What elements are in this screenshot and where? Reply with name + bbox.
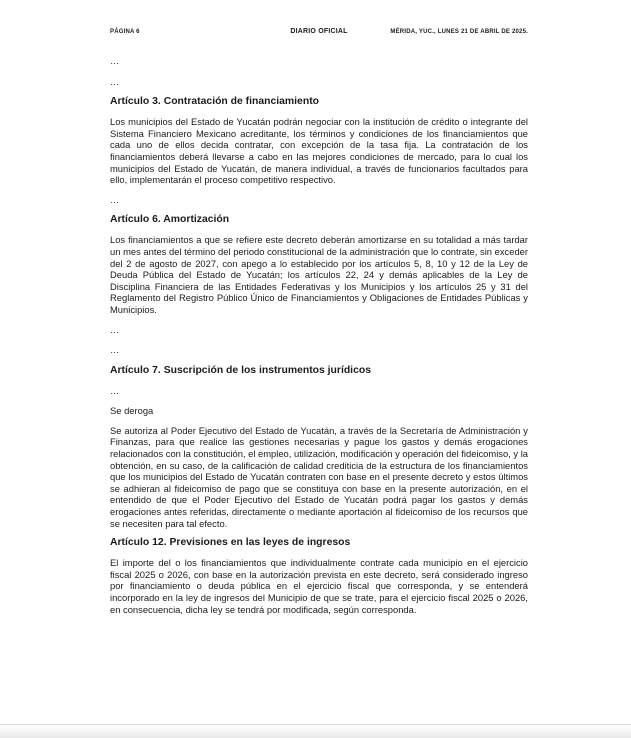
article-12-body: El importe del o los financiamientos que individualmente contrate cada municipio en el ejercicio fiscal 2025 o 2026, con base en la autorización prevista en este decreto, será considerado ingreso por financiamiento o deuda pública en el ejercicio fiscal que corresponda, y se entenderá incorporado en la ley de ingresos del Municipio de que se trate, para el ejercicio fiscal 2025 o 2026, en consecuencia, dicha ley se tendrá por modificada, según corresponda. (110, 557, 528, 615)
article-12-title: Artículo 12. Previsiones en las leyes de ingresos (110, 537, 351, 549)
article-6-title: Artículo 6. Amortización (110, 214, 230, 226)
page-number: PÁGINA 6 (110, 29, 140, 35)
article-3-body: Los municipios del Estado de Yucatán podrán negociar con la institución de crédito o integrante del Sistema Financiero Mexicano acreditante, los términos y condiciones de los financiamientos que cada uno de ellos decida contratar, con excepción de la tasa fija. La contratación de los financiamientos deberá llevarse a cabo en las mejores condiciones de mercado, para lo cual los municipios del Estado de Yucatán, de manera individual, a través de funcionarios facultados para ello, implementarán el proceso competitivo respectivo. (110, 116, 528, 186)
article-6-body: Los financiamientos a que se refiere este decreto deberán amortizarse en su totalidad a más tardar un mes antes del término del periodo constitucional de la administración que lo contrate, sin exceder del 2 de agosto de 2027, con apego a lo establecido por los artículos 5, 8, 10 y 12 de la Ley de Deuda Pública del Estado de Yucatán; los artículos 22, 24 y demás aplicables de la Ley de Disciplina Financiera de las Entidades Federativas y los Municipios y los artículos 25 y 31 del Reglamento del Registro Público Único de Financiamientos y Obligaciones de Entidades Públicas y Municipios. (110, 234, 528, 315)
ellipsis: … (110, 384, 120, 396)
page-header (110, 29, 528, 39)
article-7-derogated: Se deroga (110, 405, 154, 417)
ellipsis: … (110, 344, 120, 356)
ellipsis: … (110, 193, 120, 205)
publication-name: DIARIO OFICIAL (290, 28, 348, 35)
document-body (110, 55, 528, 623)
ellipsis: … (110, 55, 120, 66)
article-3-title: Artículo 3. Contratación de financiamiento (110, 96, 319, 108)
ellipsis: … (110, 323, 120, 335)
page-bottom-edge (0, 724, 631, 738)
ellipsis: … (110, 75, 120, 87)
article-7-title: Artículo 7. Suscripción de los instrumentos jurídicos (110, 364, 371, 376)
article-7-body: Se autoriza al Poder Ejecutivo del Estado de Yucatán, a través de la Secretaría de Administración y Finanzas, para que realice las gestiones necesarias y pague los gastos y demás erogaciones relacionados con la constitución, el empleo, utilización, modificación y operación del fideicomiso, y la obtención, en su caso, de la calificación de calidad crediticia de la estructura de los financiamientos que los municipios del Estado de Yucatán contraten con base en el presente decreto y estos últimos se adhieran al fideicomiso de pago que se constituya con base en la presente autorización, en el entendido de que el Poder Ejecutivo del Estado de Yucatán podrá pagar los gastos y demás erogaciones antes referidas, directamente o mediante aportación al fideicomiso de los recursos que se necesiten para tal efecto. (110, 424, 528, 529)
publication-date: MÉRIDA, YUC., LUNES 21 DE ABRIL DE 2025. (390, 29, 528, 35)
